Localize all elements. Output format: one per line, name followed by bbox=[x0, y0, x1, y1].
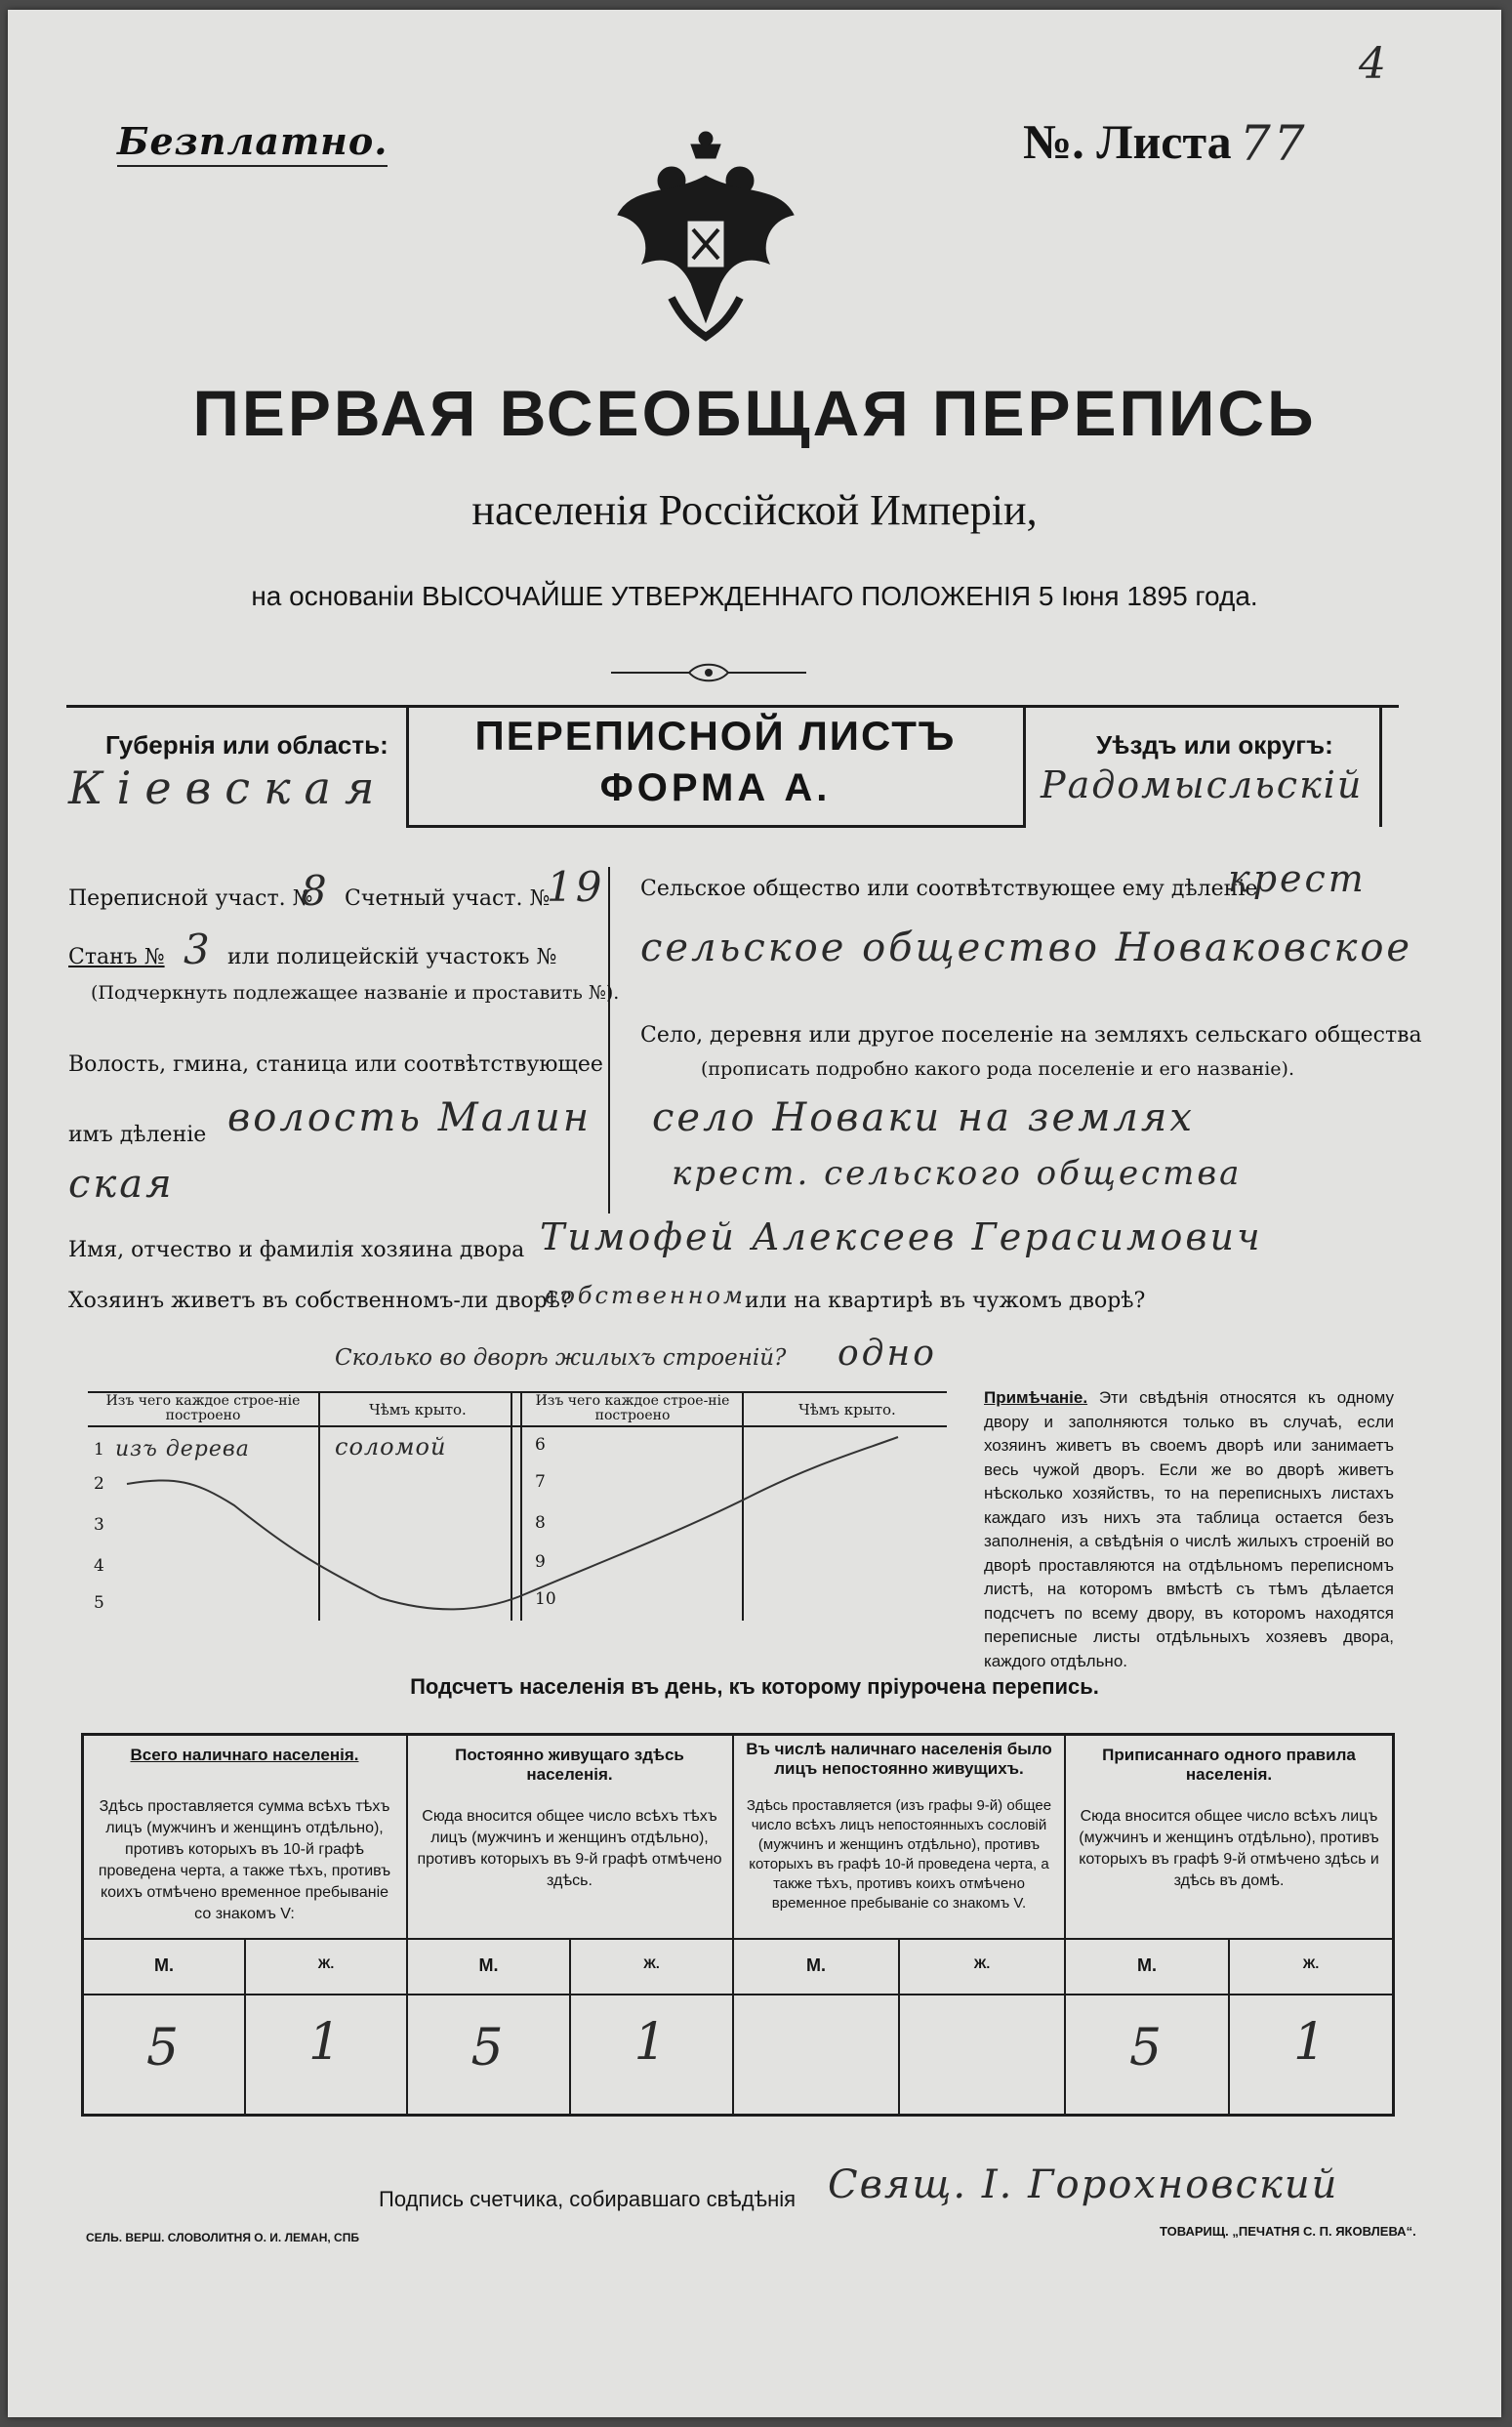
printer-right: ТОВАРИЩ. „ПЕЧАТНЯ С. П. ЯКОВЛЕВА“. bbox=[1160, 2224, 1416, 2239]
col4-m-label: М. bbox=[1137, 1955, 1157, 1975]
other-yard-label: или на квартирѣ въ чужомъ дворѣ? bbox=[745, 1289, 1146, 1313]
stan-label: Станъ № bbox=[68, 945, 165, 969]
row-num-5: 5 bbox=[94, 1593, 104, 1613]
free-label: Безплатно. bbox=[117, 119, 388, 167]
printer-left: СЕЛЬ. ВЕРШ. СЛОВОЛИТНЯ О. И. ЛЕМАН, СПБ bbox=[86, 2231, 359, 2244]
col3-f-label: Ж. bbox=[973, 1955, 991, 1971]
count-col2-head: Постоянно живущаго здѣсь населенія. bbox=[455, 1746, 684, 1784]
owner-name-value: Тимофей Алексеев Герасимович bbox=[540, 1215, 1263, 1258]
sheet-number-value: 77 bbox=[1240, 115, 1308, 172]
row-num-2: 2 bbox=[94, 1474, 104, 1494]
uezd-value: Радомысльскій bbox=[1041, 763, 1364, 806]
volost-value: волость Малин bbox=[227, 1095, 593, 1140]
row-num-4: 4 bbox=[94, 1556, 104, 1576]
col1-m-label: М. bbox=[154, 1955, 174, 1975]
society-value: крест bbox=[1228, 857, 1367, 900]
census-sheet bbox=[8, 10, 1501, 2417]
col-material-left: Изъ чего каждое строе-ніе построено bbox=[105, 1393, 301, 1423]
own-yard-label: Хозяинъ живетъ въ собственномъ-ли дворѣ? bbox=[68, 1289, 572, 1313]
col2-m-value: 5 bbox=[470, 2019, 507, 2077]
count-title: Подсчетъ населенія въ день, къ которому пріурочена перепись. bbox=[410, 1674, 1099, 1699]
form-title: ПЕРЕПИСНОЙ ЛИСТЪ bbox=[474, 713, 957, 759]
row-num-10: 10 bbox=[535, 1589, 556, 1609]
count-district-value: 19 bbox=[547, 863, 605, 911]
col4-f-value: 1 bbox=[1292, 2013, 1329, 2072]
ornament-divider bbox=[611, 662, 806, 683]
village-value-2: крест. сельского общества bbox=[672, 1154, 1243, 1193]
police-label: или полицейскій участокъ № bbox=[227, 945, 557, 969]
legal-basis: на основаніи ВЫСОЧАЙШЕ УТВЕРЖДЕННАГО ПОЛОЖЕНІЯ 5 Іюня 1895 года. bbox=[251, 581, 1258, 611]
village-label: Село, деревня или другое поселеніе на земляхъ сельскаго общества bbox=[640, 1023, 1422, 1048]
gubernia-value: Кіевская bbox=[68, 761, 388, 814]
count-col4-head: Приписаннаго одного правила населенія. bbox=[1102, 1746, 1356, 1784]
row-num-8: 8 bbox=[535, 1513, 546, 1533]
census-district-label: Переписной участ. № bbox=[68, 886, 313, 911]
volost-value-2: ская bbox=[68, 1162, 175, 1207]
row-num-1: 1 bbox=[94, 1440, 104, 1460]
village-note: (прописать подробно какого рода поселеніе и его названіе). bbox=[701, 1058, 1294, 1080]
imperial-eagle-emblem bbox=[613, 127, 798, 347]
count-col1-desc: Здѣсь проставляется сумма всѣхъ тѣхъ лицъ (мужчинъ и женщинъ отдѣльно), противъ которыхъ въ 10-й графѣ проведена черта, а также тѣхъ, противъ коихъ отмѣчено временное пребываніе со знакомъ V: bbox=[98, 1798, 391, 1922]
col4-m-value: 5 bbox=[1128, 2019, 1165, 2077]
stan-value: 3 bbox=[184, 926, 213, 973]
col1-m-value: 5 bbox=[145, 2019, 183, 2077]
row1-roof: соломой bbox=[335, 1433, 447, 1460]
buildings-value: одно bbox=[838, 1334, 937, 1374]
col-roof-right: Чѣмъ крыто. bbox=[798, 1401, 896, 1419]
signature-label: Подпись счетчика, собиравшаго свѣдѣнія bbox=[379, 2187, 797, 2211]
col4-f-label: Ж. bbox=[1302, 1955, 1320, 1971]
note-title: Примѣчаніе. bbox=[984, 1388, 1088, 1407]
village-value: село Новаки на землях bbox=[652, 1095, 1195, 1140]
buildings-label: Сколько во дворѣ жилыхъ строеній? bbox=[335, 1345, 787, 1371]
row-num-3: 3 bbox=[94, 1515, 104, 1535]
count-col3-desc: Здѣсь проставляется (изъ графы 9-й) общее число всѣхъ лицъ непостоянныхъ сословій (мужчинъ и женщинъ отдѣльно), противъ которыхъ въ графѣ 10-й проведена черта, а также тѣхъ, противъ коихъ отмѣчено временное пребываніе со знакомъ V. bbox=[746, 1797, 1052, 1912]
gubernia-label: Губернія или область: bbox=[105, 730, 388, 760]
row-num-9: 9 bbox=[535, 1552, 546, 1572]
cancel-strike-curve bbox=[88, 1427, 947, 1621]
row-num-7: 7 bbox=[535, 1472, 546, 1492]
col1-f-value: 1 bbox=[307, 2013, 345, 2072]
count-col1-head: Всего наличнаго населенія. bbox=[130, 1746, 359, 1764]
note-text: Эти свѣдѣнія относятся къ одному двору и заполняются только въ случаѣ, если хозяинъ живетъ въ своемъ дворѣ или занимаетъ весь чужой дворъ. Если же во дворѣ живетъ нѣсколько хозяйствъ, то на переписныхъ листахъ каждаго изъ нихъ эта таблица остается безъ заполненія, а свѣдѣнія о числѣ жилыхъ строеній во дворѣ проставляются на отдѣльномъ переписномъ листѣ, на которомъ вмѣстѣ съ тѣмъ дѣлается подсчетъ по всему двору, въ которомъ находятся переписные листы отдѣльныхъ хозяевъ двора, каждого отдѣльно. bbox=[984, 1388, 1394, 1670]
note-block bbox=[984, 1386, 1394, 1673]
col3-m-label: М. bbox=[806, 1955, 826, 1975]
form-subtitle: ФОРМА А. bbox=[599, 766, 832, 809]
row-num-6: 6 bbox=[535, 1435, 546, 1455]
volost-label-2: имъ дѣленіе bbox=[68, 1123, 207, 1147]
census-district-value: 8 bbox=[301, 867, 330, 915]
col-roof-left: Чѣмъ крыто. bbox=[369, 1401, 467, 1419]
page-title: ПЕРВАЯ ВСЕОБЩАЯ ПЕРЕПИСЬ bbox=[192, 377, 1317, 449]
sheet-number-label: №. Листа bbox=[1023, 114, 1232, 169]
col2-m-label: М. bbox=[478, 1955, 499, 1975]
count-col3-head: Въ числѣ наличнаго населенія было лицъ непостоянно живущихъ. bbox=[746, 1740, 1052, 1778]
count-district-label: Счетный участ. № bbox=[345, 886, 551, 911]
page-subtitle: населенія Россійской Имперіи, bbox=[471, 486, 1038, 534]
col1-f-label: Ж. bbox=[317, 1955, 335, 1971]
own-yard-value: собственном bbox=[545, 1282, 746, 1309]
count-col4-desc: Сюда вносится общее число всѣхъ лицъ (мужчинъ и женщинъ отдѣльно), противъ которыхъ въ графѣ 9-й отмѣчено здѣсь и здѣсь въ домѣ. bbox=[1079, 1808, 1379, 1889]
corner-mark: 4 bbox=[1359, 39, 1389, 89]
owner-name-label: Имя, отчество и фамилія хозяина двора bbox=[68, 1238, 525, 1262]
volost-label: Волость, гмина, станица или соотвѣтствующее bbox=[68, 1052, 603, 1077]
count-col2-desc: Сюда вносится общее число всѣхъ тѣхъ лицъ (мужчинъ и женщинъ отдѣльно), противъ которыхъ въ 9-й графѣ отмѣчено здѣсь. bbox=[417, 1808, 722, 1889]
row1-material: изъ дерева bbox=[115, 1437, 250, 1461]
col2-f-value: 1 bbox=[633, 2013, 670, 2072]
signature-value: Свящ. I. Горохновский bbox=[828, 2162, 1339, 2207]
underline-note: (Подчеркнуть подлежащее названіе и проставить №). bbox=[91, 982, 620, 1004]
col2-f-label: Ж. bbox=[643, 1955, 660, 1971]
society-value-2: сельское общество Новаковское bbox=[640, 926, 1413, 970]
uezd-label: Уѣздъ или округъ: bbox=[1096, 730, 1333, 760]
col-material-right: Изъ чего каждое строе-ніе построено bbox=[535, 1393, 730, 1423]
society-label: Сельское общество или соотвѣтствующее ему дѣленіе bbox=[640, 877, 1258, 901]
